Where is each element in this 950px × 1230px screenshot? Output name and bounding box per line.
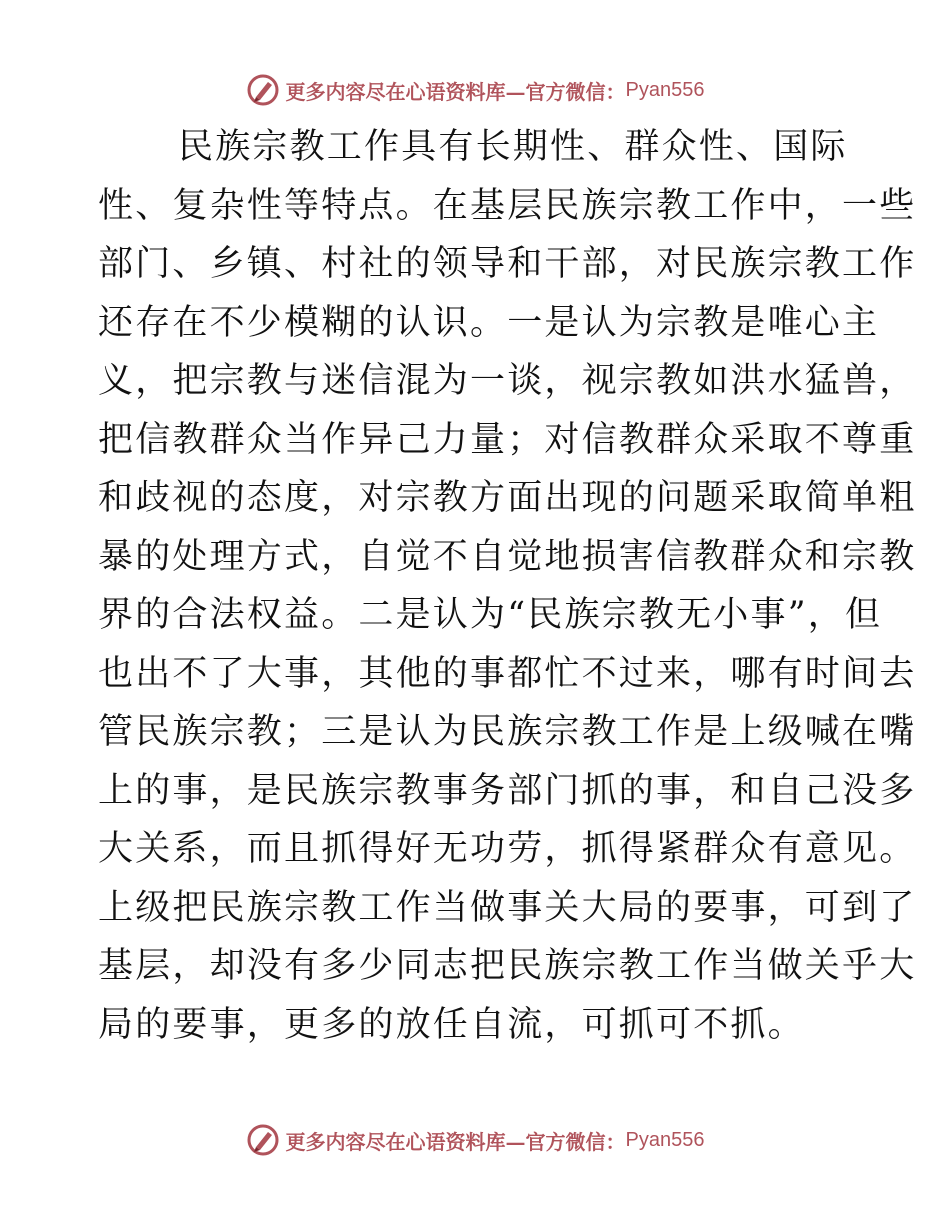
text-line: 暴的处理方式，自觉不自觉地损害信教群众和宗教 (98, 536, 917, 577)
body-paragraph (98, 118, 917, 1054)
banner-wechat-id: Pyan556 (625, 78, 705, 101)
text-line: 上级把民族宗教工作当做事关大局的要事，可到了 (98, 887, 917, 928)
banner-wechat-id: Pyan556 (625, 1128, 705, 1151)
text-line: 管民族宗教；三是认为民族宗教工作是上级喊在嘴 (98, 712, 917, 752)
text-line: 还存在不少模糊的认识。一是认为宗教是唯心主 (98, 302, 880, 343)
pen-logo-icon (246, 73, 280, 107)
text-line: 性、复杂性等特点。在基层民族宗教工作中，一些 (98, 185, 917, 226)
text-line: 把信教群众当作异己力量；对信教群众采取不尊重 (98, 419, 917, 460)
text-line: 大关系，而且抓得好无功劳，抓得紧群众有意见。 (98, 829, 917, 869)
text-line: 和歧视的态度，对宗教方面出现的问题采取简单粗 (98, 478, 917, 518)
footer-banner (0, 1120, 950, 1160)
text-line: 也出不了大事，其他的事都忙不过来，哪有时间去 (98, 653, 917, 694)
text-line: 民族宗教工作具有长期性、群众性、国际 (178, 127, 848, 167)
text-line: 局的要事，更多的放任自流，可抓可不抓。 (98, 1004, 805, 1045)
pen-logo-icon (246, 1123, 280, 1157)
text-line: 界的合法权益。二是认为“民族宗教无小事”，但 (98, 595, 883, 635)
text-line: 上的事，是民族宗教事务部门抓的事，和自己没多 (98, 770, 917, 811)
banner-text: 更多内容尽在心语资料库—官方微信： (285, 79, 626, 104)
text-line: 基层，却没有多少同志把民族宗教工作当做关乎大 (98, 946, 917, 986)
text-line: 义，把宗教与迷信混为一谈，视宗教如洪水猛兽， (98, 361, 917, 401)
banner-text: 更多内容尽在心语资料库—官方微信： (285, 1129, 626, 1154)
text-line: 部门、乡镇、村社的领导和干部，对民族宗教工作 (98, 244, 917, 284)
header-banner (0, 70, 950, 110)
